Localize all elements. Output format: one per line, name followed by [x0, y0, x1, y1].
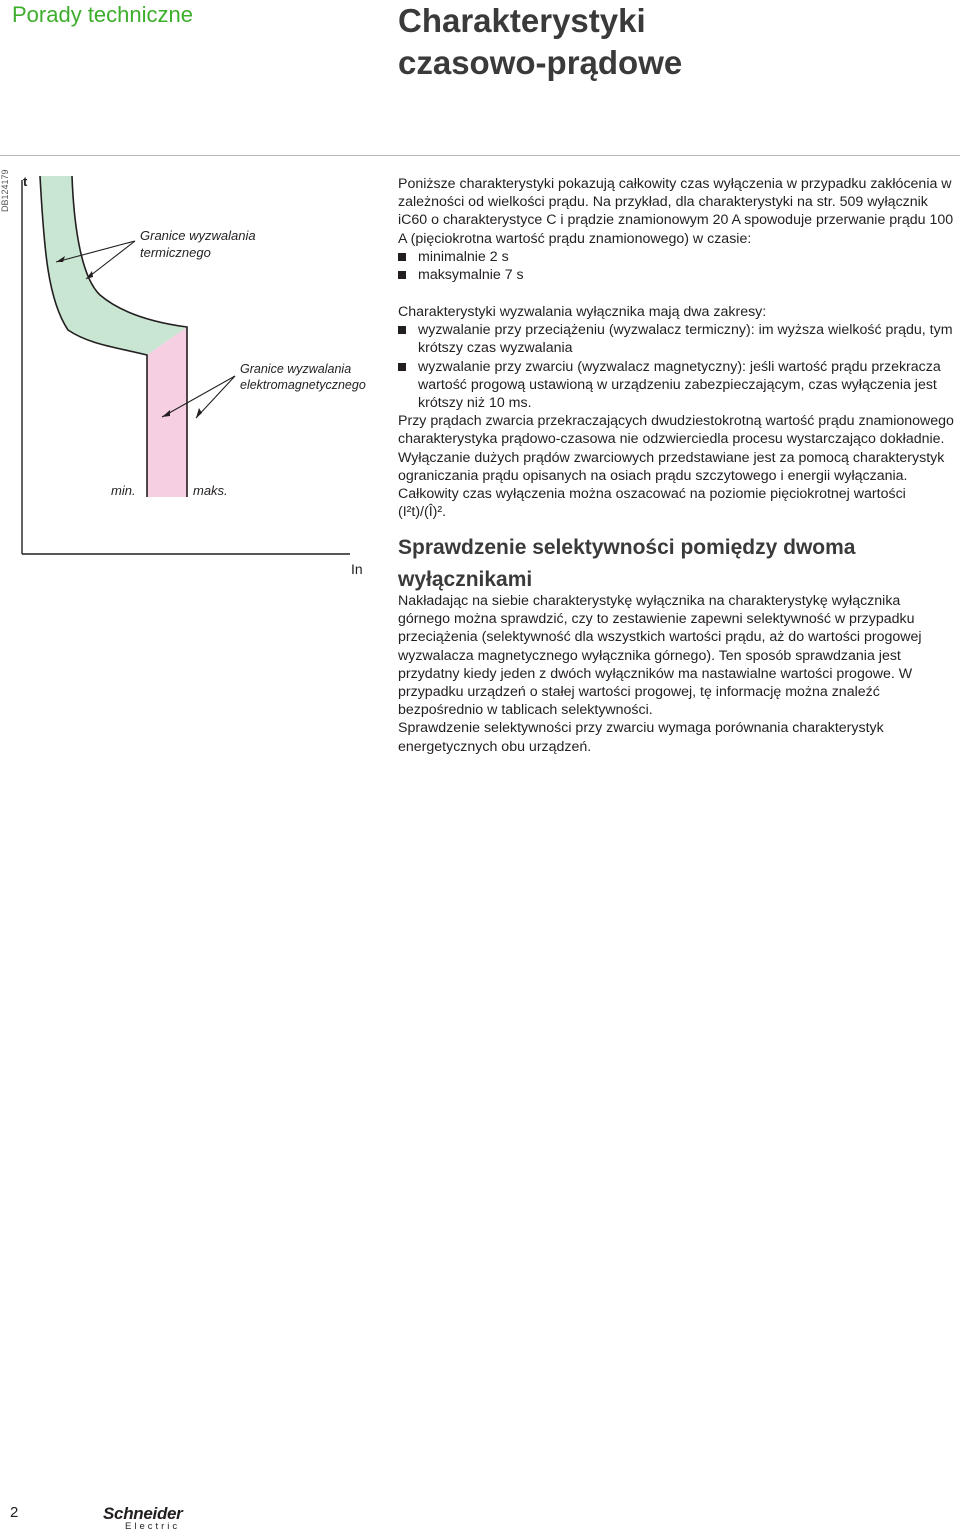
page-number: 2: [10, 1504, 19, 1521]
intro-block: [398, 175, 954, 284]
em-label-line2: elektromagnetycznego: [240, 378, 366, 392]
section-title: Porady techniczne: [12, 2, 193, 27]
ranges-intro: Charakterystyki wyzwalania wyłącznika mają dwa zakresy:: [398, 304, 767, 320]
max-label: maks.: [193, 483, 228, 498]
axis-t-label: t: [23, 174, 28, 189]
ranges-bullet-magnetic: wyzwalanie przy zwarciu (wyzwalacz magnetyczny): jeśli wartość prądu przekracza wartość progową ustawioną w urządzeniu zabezpieczającym, czas wyłączenia jest krótszy niż 10 ms.: [398, 358, 954, 413]
thermal-label-line1: Granice wyzwalania: [140, 228, 256, 243]
arrowhead: [196, 408, 202, 418]
thermal-label-line2: termicznego: [140, 245, 211, 260]
selectivity-paragraph-2: Sprawdzenie selektywności przy zwarciu wymaga porównania charakterystyk energetycznych obu urządzeń.: [398, 720, 884, 755]
magnetic-trip-band: [147, 355, 187, 497]
em-pointer-2: [196, 376, 235, 418]
page-title: Charakterystyki czasowo-prądowe: [398, 2, 683, 81]
intro-paragraph: Poniższe charakterystyki pokazują całkowity czas wyłączenia w przypadku zakłócenia w zależności od wielkości prądu. Na przykład, dla charakterystyki na str. 509 wyłącznik iC60 o charakterystyce C i prądzie znamionowym 20 A spowoduje przerwanie prądu 100 A (pięciokrotna wartość prądu znamionowego) w czasie:: [398, 176, 954, 247]
formula: (I²t)/(Î)².: [398, 504, 447, 521]
figure-code: DB124179: [0, 169, 10, 212]
selectivity-block: [398, 592, 954, 756]
header-divider: [0, 155, 960, 156]
ranges-bullet-thermal: wyzwalanie przy przeciążeniu (wyzwalacz termiczny): im wyższa wielkość prądu, tym krótszy czas wyzwalania: [398, 321, 954, 357]
thermal-pointer-2: [86, 241, 135, 279]
schneider-logo: Schneider Electric: [103, 1504, 183, 1532]
selectivity-heading: Sprawdzenie selektywności pomiędzy dwoma wyłącznikami: [398, 536, 856, 591]
em-label-line1: Granice wyzwalania: [240, 362, 352, 376]
ranges-paragraph: Przy prądach zwarcia przekraczających dwudziestokrotną wartość prądu znamionowego charakterystyka prądowo-czasowa nie odzwierciedla procesu wystarczająco dokładnie. Wyłączanie dużych prądów zwarciowych przedstawiane jest za pomocą charakterystyk ograniczania prądu opisanych na osiach prądu szczytowego i energii wyłączania. Całkowity czas wyłączenia można oszacować na poziomie pięciokrotnej wartości (I²t)/(Î)².: [398, 413, 954, 521]
thermal-lower-fill: [40, 176, 187, 355]
axis-in-label: In: [351, 561, 363, 577]
selectivity-paragraph-1: Nakładając na siebie charakterystykę wyłącznika na charakterystykę wyłącznika górnego można sprawdzić, czy to zestawienie zapewni selektywność w przypadku przeciążenia (selektywność dla wszystkich wartości prądu, aż do wartości progowej wyzwalacza magnetycznego wyłącznika górnego). Ten sposób sprawdzania jest przydatny kiedy jeden z dwóch wyłączników ma nastawialne wartości progowe. W przypadku urządzeń o stałej wartości progowej, tę informację można znaleźć bezpośrednio w tablicach selektywności.: [398, 593, 922, 719]
ranges-block: [398, 303, 954, 521]
intro-bullet-min: minimalnie 2 s: [398, 248, 954, 266]
intro-bullet-max: maksymalnie 7 s: [398, 266, 954, 284]
min-label: min.: [111, 483, 136, 498]
